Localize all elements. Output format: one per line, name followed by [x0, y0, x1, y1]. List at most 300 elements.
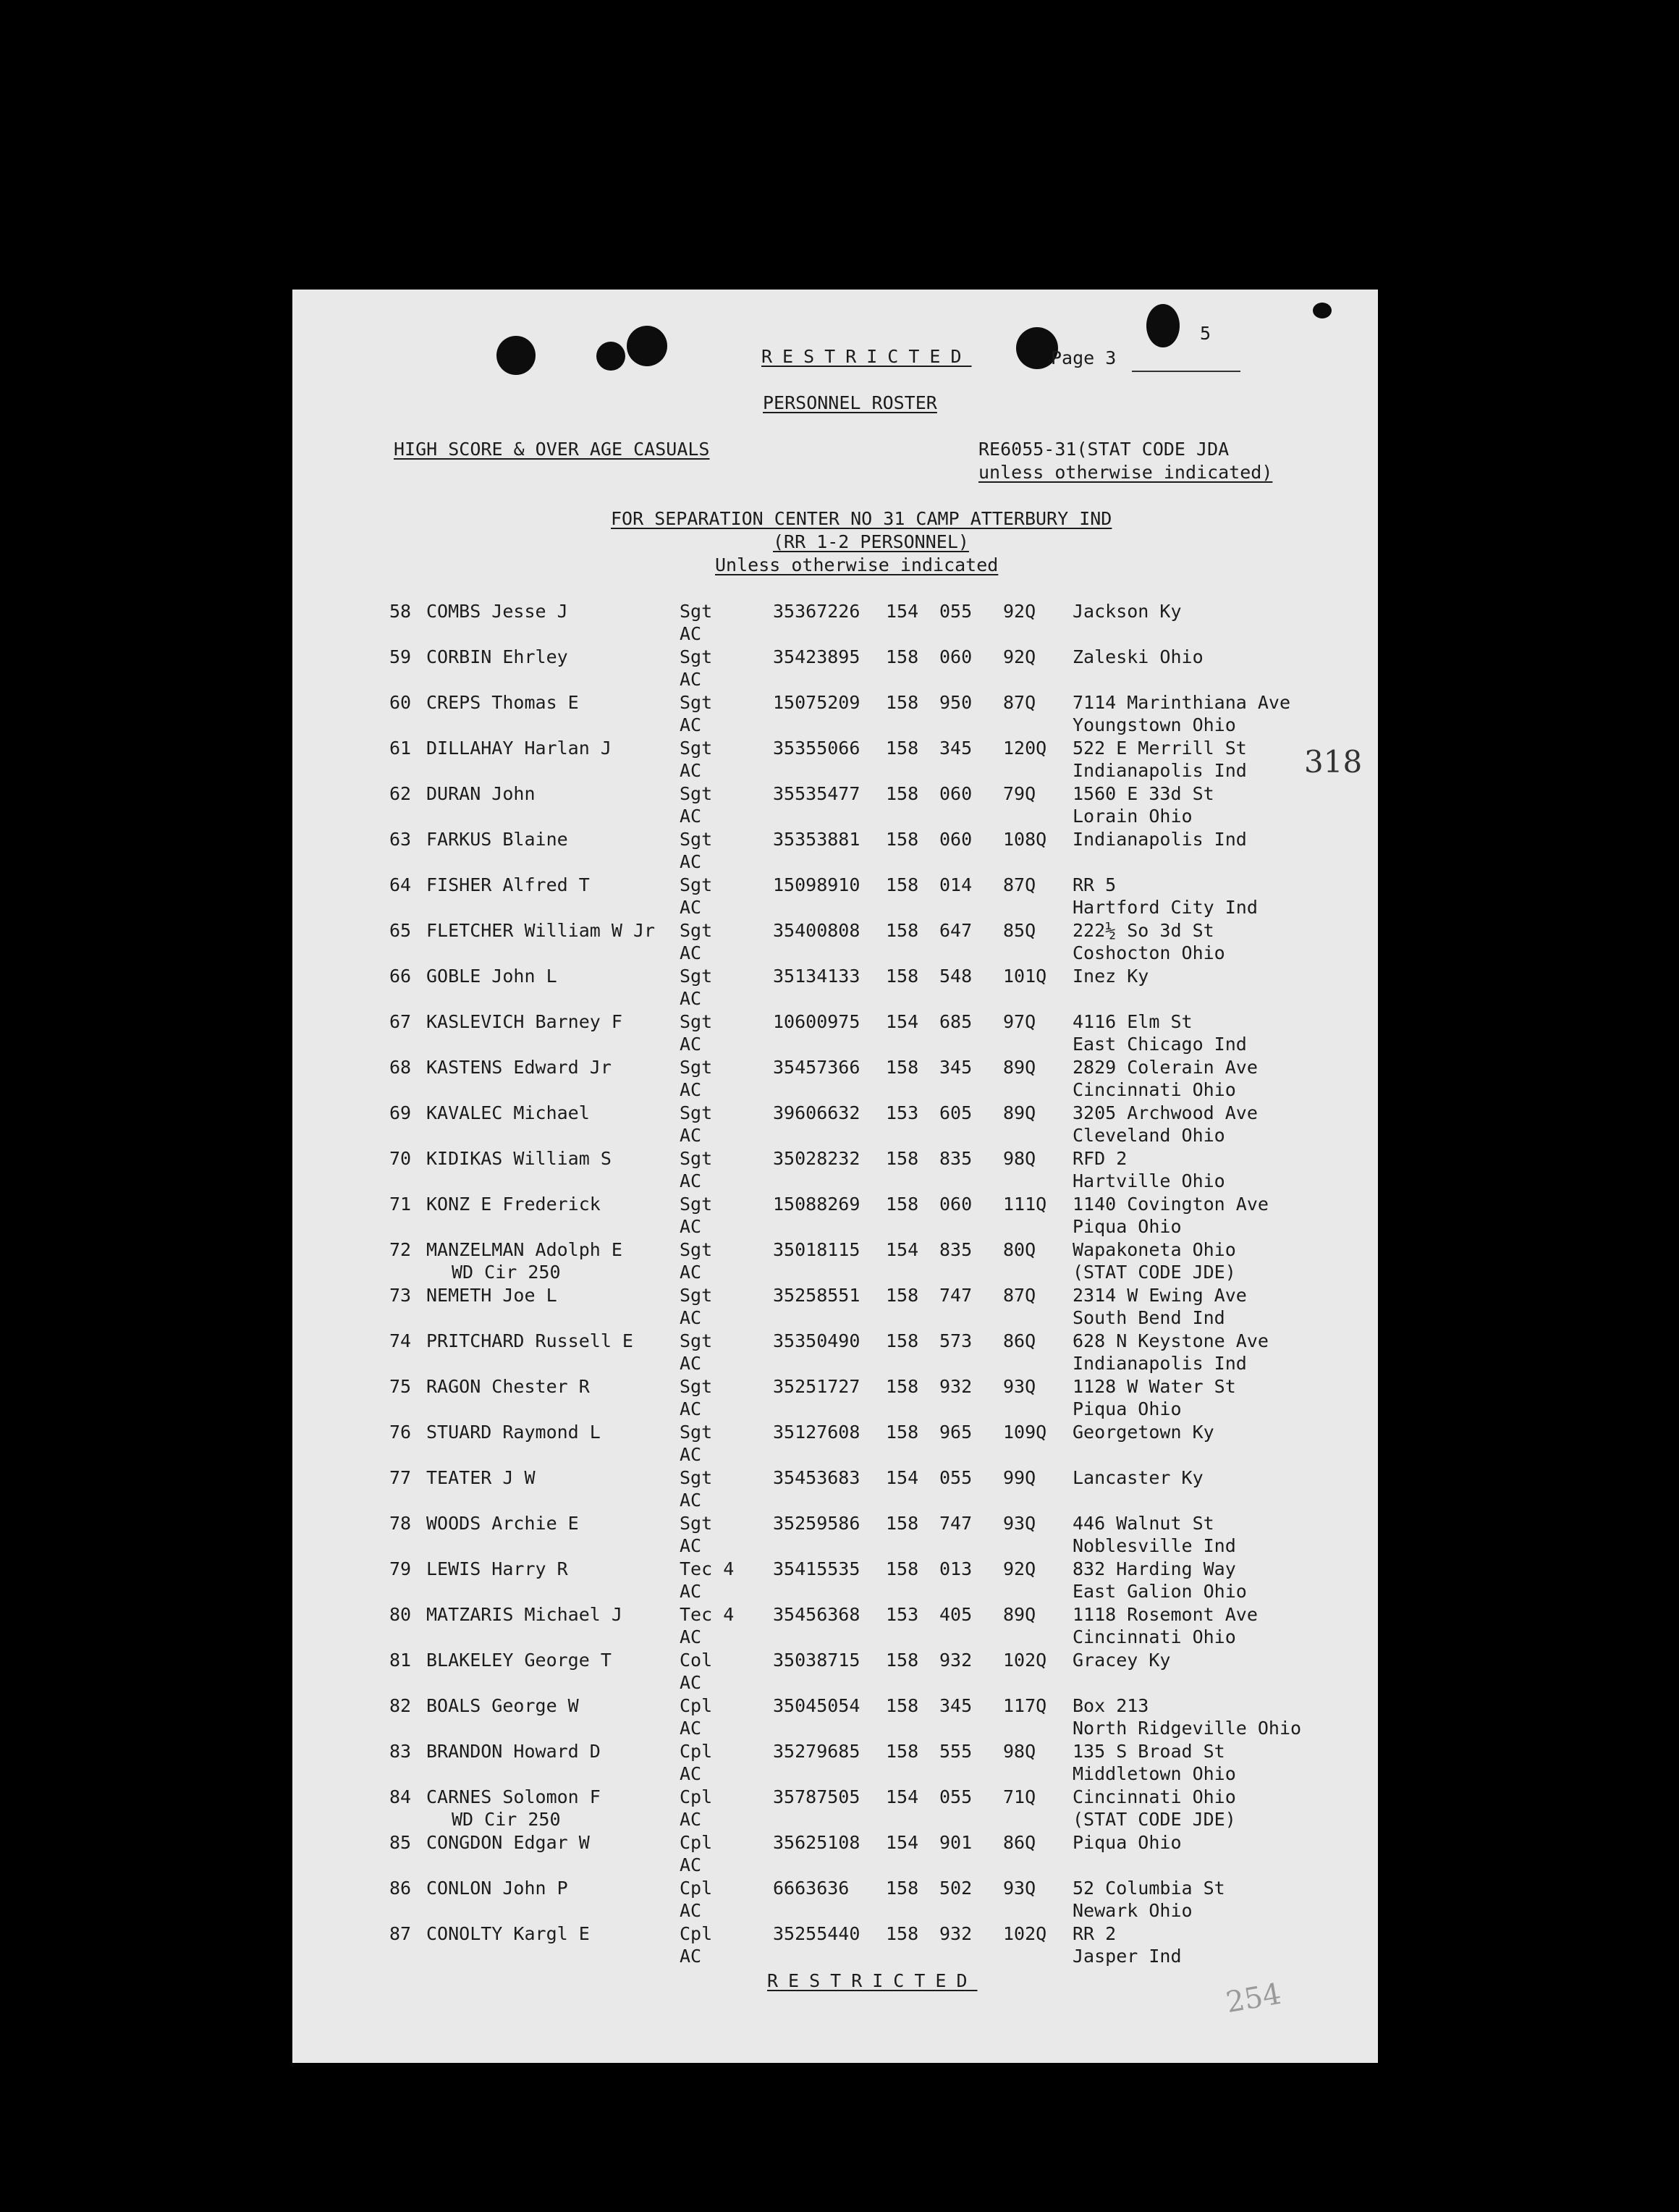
branch: AC	[680, 623, 702, 644]
table-row	[292, 1148, 1378, 1194]
row-number: 77	[389, 1467, 412, 1488]
table-row	[292, 966, 1378, 1011]
grade: Sgt	[680, 829, 713, 850]
table-row	[292, 1194, 1378, 1239]
serial-number: 6663636	[773, 1878, 850, 1899]
code-2: 555	[939, 1741, 973, 1762]
row-number: 62	[389, 783, 412, 804]
code-1: 158	[886, 783, 919, 804]
code-1: 158	[886, 1695, 919, 1716]
soldier-name: CONOLTY Kargl E	[426, 1923, 590, 1944]
address-line2: Cleveland Ohio	[1073, 1125, 1225, 1146]
code-1: 158	[886, 874, 919, 895]
serial-number: 35355066	[773, 738, 860, 759]
branch: AC	[680, 1307, 702, 1328]
address-line1: 1128 W Water St	[1073, 1376, 1236, 1397]
serial-number: 35787505	[773, 1786, 860, 1807]
serial-number: 35535477	[773, 783, 860, 804]
serial-number: 35038715	[773, 1650, 860, 1671]
grade: Sgt	[680, 1102, 713, 1123]
row-number: 81	[389, 1650, 412, 1671]
serial-number: 39606632	[773, 1102, 860, 1123]
code-1: 153	[886, 1604, 919, 1625]
address-line1: 135 S Broad St	[1073, 1741, 1225, 1762]
soldier-name: WOODS Archie E	[426, 1513, 579, 1534]
code-1: 158	[886, 1057, 919, 1078]
code-1: 158	[886, 1923, 919, 1944]
address-line2: (STAT CODE JDE)	[1073, 1262, 1236, 1283]
serial-number: 35457366	[773, 1057, 860, 1078]
row-number: 84	[389, 1786, 412, 1807]
separation-center-line3: Unless otherwise indicated	[715, 554, 999, 575]
grade: Cpl	[680, 1878, 713, 1899]
table-row	[292, 738, 1378, 783]
soldier-name: KONZ E Frederick	[426, 1194, 601, 1215]
branch: AC	[680, 1854, 702, 1875]
branch: AC	[680, 1626, 702, 1647]
table-row	[292, 1057, 1378, 1102]
code-2: 345	[939, 1695, 973, 1716]
page-underline	[1132, 371, 1240, 372]
score: 111Q	[1003, 1194, 1047, 1215]
serial-number: 35258551	[773, 1285, 860, 1306]
table-row	[292, 1923, 1378, 1969]
serial-number: 35350490	[773, 1330, 860, 1351]
address-line2: East Galion Ohio	[1073, 1581, 1247, 1602]
address-line2: Lorain Ohio	[1073, 806, 1193, 827]
serial-number: 35367226	[773, 601, 860, 622]
branch: AC	[680, 669, 702, 690]
row-number: 78	[389, 1513, 412, 1534]
table-row	[292, 1741, 1378, 1786]
grade: Sgt	[680, 1330, 713, 1351]
score: 98Q	[1003, 1741, 1036, 1762]
score: 86Q	[1003, 1330, 1036, 1351]
code-2: 055	[939, 1467, 973, 1488]
serial-number: 35255440	[773, 1923, 860, 1944]
code-2: 685	[939, 1011, 973, 1032]
code-1: 158	[886, 646, 919, 667]
punch-hole-blot	[1146, 304, 1180, 347]
row-number: 64	[389, 874, 412, 895]
soldier-name: KASTENS Edward Jr	[426, 1057, 612, 1078]
grade: Sgt	[680, 874, 713, 895]
table-row	[292, 646, 1378, 692]
table-row	[292, 601, 1378, 646]
code-1: 158	[886, 1194, 919, 1215]
address-line1: 222½ So 3d St	[1073, 920, 1214, 941]
address-line1: 7114 Marinthiana Ave	[1073, 692, 1291, 713]
score: 80Q	[1003, 1239, 1036, 1260]
address-line2: Hartville Ohio	[1073, 1170, 1225, 1191]
soldier-name: COMBS Jesse J	[426, 601, 568, 622]
code-1: 158	[886, 1741, 919, 1762]
address-line2: Piqua Ohio	[1073, 1398, 1182, 1419]
table-row	[292, 692, 1378, 738]
row-number: 63	[389, 829, 412, 850]
grade: Sgt	[680, 1148, 713, 1169]
serial-number: 35251727	[773, 1376, 860, 1397]
grade: Sgt	[680, 1513, 713, 1534]
row-number: 73	[389, 1285, 412, 1306]
code-1: 154	[886, 1011, 919, 1032]
code-2: 965	[939, 1422, 973, 1443]
serial-number: 35018115	[773, 1239, 860, 1260]
address-line1: 3205 Archwood Ave	[1073, 1102, 1258, 1123]
punch-hole-blot	[627, 326, 667, 366]
score: 109Q	[1003, 1422, 1047, 1443]
grade: Cpl	[680, 1786, 713, 1807]
branch: AC	[680, 1672, 702, 1693]
score: 102Q	[1003, 1923, 1047, 1944]
grade: Tec 4	[680, 1604, 735, 1625]
grade: Sgt	[680, 692, 713, 713]
code-2: 060	[939, 646, 973, 667]
address-line2: Indianapolis Ind	[1073, 1353, 1247, 1374]
table-row	[292, 1285, 1378, 1330]
code-2: 345	[939, 1057, 973, 1078]
page-number-handwritten: 5	[1200, 323, 1211, 344]
address-line2: Indianapolis Ind	[1073, 760, 1247, 781]
grade: Sgt	[680, 966, 713, 987]
soldier-name: FISHER Alfred T	[426, 874, 590, 895]
score: 92Q	[1003, 1558, 1036, 1579]
soldier-name: CONGDON Edgar W	[426, 1832, 590, 1853]
address-line1: 2314 W Ewing Ave	[1073, 1285, 1247, 1306]
soldier-name: KIDIKAS William S	[426, 1148, 612, 1169]
grade: Cpl	[680, 1741, 713, 1762]
code-2: 932	[939, 1923, 973, 1944]
branch: AC	[680, 760, 702, 781]
restricted-footer: RESTRICTED	[767, 1970, 978, 1991]
grade: Tec 4	[680, 1558, 735, 1579]
grade: Sgt	[680, 1239, 713, 1260]
handwritten-note: 254	[1223, 1977, 1284, 2020]
code-1: 154	[886, 1832, 919, 1853]
soldier-name: KASLEVICH Barney F	[426, 1011, 622, 1032]
table-row	[292, 1330, 1378, 1376]
row-number: 60	[389, 692, 412, 713]
soldier-name: MATZARIS Michael J	[426, 1604, 622, 1625]
score: 92Q	[1003, 646, 1036, 667]
table-row	[292, 1786, 1378, 1832]
soldier-name: MANZELMAN Adolph E	[426, 1239, 622, 1260]
soldier-name: CORBIN Ehrley	[426, 646, 568, 667]
serial-number: 35045054	[773, 1695, 860, 1716]
address-line1: 1560 E 33d St	[1073, 783, 1214, 804]
grade: Sgt	[680, 1376, 713, 1397]
address-line2: Newark Ohio	[1073, 1900, 1193, 1921]
soldier-name: CREPS Thomas E	[426, 692, 579, 713]
table-row	[292, 1422, 1378, 1467]
score: 117Q	[1003, 1695, 1047, 1716]
soldier-name: FARKUS Blaine	[426, 829, 568, 850]
address-line1: 628 N Keystone Ave	[1073, 1330, 1269, 1351]
soldier-name: BLAKELEY George T	[426, 1650, 612, 1671]
branch: AC	[680, 851, 702, 872]
soldier-name: CARNES Solomon F	[426, 1786, 601, 1807]
branch: AC	[680, 1763, 702, 1784]
code-1: 158	[886, 829, 919, 850]
soldier-name: FLETCHER William W Jr	[426, 920, 656, 941]
branch: AC	[680, 1216, 702, 1237]
code-1: 154	[886, 1786, 919, 1807]
left-title: HIGH SCORE & OVER AGE CASUALS	[394, 439, 710, 460]
code-1: 158	[886, 1330, 919, 1351]
row-number: 61	[389, 738, 412, 759]
serial-number: 35353881	[773, 829, 860, 850]
address-line1: Zaleski Ohio	[1073, 646, 1204, 667]
address-line1: Cincinnati Ohio	[1073, 1786, 1236, 1807]
address-line2: North Ridgeville Ohio	[1073, 1718, 1302, 1739]
code-1: 158	[886, 1650, 919, 1671]
code-2: 647	[939, 920, 973, 941]
code-2: 950	[939, 692, 973, 713]
branch: AC	[680, 1034, 702, 1055]
branch: AC	[680, 897, 702, 918]
code-1: 158	[886, 1422, 919, 1443]
code-2: 835	[939, 1239, 973, 1260]
stat-code-line1: RE6055-31(STAT CODE JDA	[978, 439, 1230, 460]
grade: Sgt	[680, 738, 713, 759]
score: 87Q	[1003, 692, 1036, 713]
table-row	[292, 1604, 1378, 1650]
row-number: 76	[389, 1422, 412, 1443]
address-line1: 4116 Elm St	[1073, 1011, 1193, 1032]
code-1: 154	[886, 1239, 919, 1260]
serial-number: 15088269	[773, 1194, 860, 1215]
branch: AC	[680, 1490, 702, 1511]
row-number: 71	[389, 1194, 412, 1215]
grade: Sgt	[680, 920, 713, 941]
row-number: 86	[389, 1878, 412, 1899]
code-1: 158	[886, 1376, 919, 1397]
serial-number: 35400808	[773, 920, 860, 941]
score: 89Q	[1003, 1102, 1036, 1123]
score: 120Q	[1003, 738, 1047, 759]
score: 93Q	[1003, 1878, 1036, 1899]
soldier-name: NEMETH Joe L	[426, 1285, 557, 1306]
code-2: 405	[939, 1604, 973, 1625]
grade: Cpl	[680, 1923, 713, 1944]
score: 93Q	[1003, 1376, 1036, 1397]
serial-number: 35456368	[773, 1604, 860, 1625]
soldier-name: KAVALEC Michael	[426, 1102, 590, 1123]
table-row	[292, 1376, 1378, 1422]
code-2: 932	[939, 1650, 973, 1671]
address-line1: Wapakoneta Ohio	[1073, 1239, 1236, 1260]
branch: AC	[680, 942, 702, 963]
table-row	[292, 1467, 1378, 1513]
grade: Sgt	[680, 646, 713, 667]
grade: Sgt	[680, 1422, 713, 1443]
branch: AC	[680, 1398, 702, 1419]
grade: Sgt	[680, 1467, 713, 1488]
branch: AC	[680, 1581, 702, 1602]
address-line1: RR 2	[1073, 1923, 1117, 1944]
serial-number: 15075209	[773, 692, 860, 713]
soldier-name: DILLAHAY Harlan J	[426, 738, 612, 759]
address-line1: 1118 Rosemont Ave	[1073, 1604, 1258, 1625]
soldier-name: CONLON John P	[426, 1878, 568, 1899]
soldier-name: STUARD Raymond L	[426, 1422, 601, 1443]
score: 97Q	[1003, 1011, 1036, 1032]
soldier-name: RAGON Chester R	[426, 1376, 590, 1397]
branch: AC	[680, 806, 702, 827]
row-number: 74	[389, 1330, 412, 1351]
code-2: 901	[939, 1832, 973, 1853]
table-row	[292, 1650, 1378, 1695]
serial-number: 35028232	[773, 1148, 860, 1169]
serial-number: 35625108	[773, 1832, 860, 1853]
branch: AC	[680, 1444, 702, 1465]
address-line1: 1140 Covington Ave	[1073, 1194, 1269, 1215]
table-row	[292, 1239, 1378, 1285]
table-row	[292, 1102, 1378, 1148]
serial-number: 35127608	[773, 1422, 860, 1443]
row-number: 67	[389, 1011, 412, 1032]
table-row	[292, 920, 1378, 966]
code-1: 158	[886, 1878, 919, 1899]
row-number: 65	[389, 920, 412, 941]
branch: AC	[680, 1718, 702, 1739]
branch: AC	[680, 1170, 702, 1191]
code-2: 060	[939, 783, 973, 804]
address-line1: Inez Ky	[1073, 966, 1149, 987]
row-number: 68	[389, 1057, 412, 1078]
restricted-header: RESTRICTED	[761, 346, 972, 367]
soldier-name: TEATER J W	[426, 1467, 536, 1488]
branch: AC	[680, 1262, 702, 1283]
code-2: 932	[939, 1376, 973, 1397]
code-2: 060	[939, 1194, 973, 1215]
branch: AC	[680, 1535, 702, 1556]
row-number: 82	[389, 1695, 412, 1716]
document-page	[292, 290, 1378, 2063]
address-line1: 522 E Merrill St	[1073, 738, 1247, 759]
table-row	[292, 1558, 1378, 1604]
address-line1: 52 Columbia St	[1073, 1878, 1225, 1899]
row-number: 85	[389, 1832, 412, 1853]
address-line2: (STAT CODE JDE)	[1073, 1809, 1236, 1830]
address-line1: 446 Walnut St	[1073, 1513, 1214, 1534]
address-line1: Jackson Ky	[1073, 601, 1182, 622]
stamp-number: 318	[1304, 744, 1363, 780]
grade: Cpl	[680, 1695, 713, 1716]
grade: Sgt	[680, 601, 713, 622]
page-label: Page 3	[1051, 347, 1117, 368]
code-1: 153	[886, 1102, 919, 1123]
code-1: 154	[886, 1467, 919, 1488]
branch: AC	[680, 1125, 702, 1146]
punch-hole-blot	[596, 342, 625, 371]
score: 86Q	[1003, 1832, 1036, 1853]
score: 71Q	[1003, 1786, 1036, 1807]
address-line1: 2829 Colerain Ave	[1073, 1057, 1258, 1078]
stat-code-line2: unless otherwise indicated)	[978, 462, 1273, 483]
score: 89Q	[1003, 1604, 1036, 1625]
code-2: 605	[939, 1102, 973, 1123]
grade: Col	[680, 1650, 713, 1671]
serial-number: 35423895	[773, 646, 860, 667]
grade: Sgt	[680, 1194, 713, 1215]
table-row	[292, 1878, 1378, 1923]
serial-number: 10600975	[773, 1011, 860, 1032]
score: 101Q	[1003, 966, 1047, 987]
code-2: 747	[939, 1285, 973, 1306]
soldier-name: PRITCHARD Russell E	[426, 1330, 633, 1351]
address-line1: Box 213	[1073, 1695, 1149, 1716]
serial-number: 15098910	[773, 874, 860, 895]
branch: AC	[680, 1900, 702, 1921]
address-line2: Cincinnati Ohio	[1073, 1079, 1236, 1100]
row-number: 79	[389, 1558, 412, 1579]
score: 87Q	[1003, 874, 1036, 895]
serial-number: 35134133	[773, 966, 860, 987]
serial-number: 35279685	[773, 1741, 860, 1762]
address-line1: Indianapolis Ind	[1073, 829, 1247, 850]
address-line2: Coshocton Ohio	[1073, 942, 1225, 963]
row-number: 58	[389, 601, 412, 622]
address-line2: Hartford City Ind	[1073, 897, 1258, 918]
name-note: WD Cir 250	[452, 1262, 561, 1283]
address-line2: Piqua Ohio	[1073, 1216, 1182, 1237]
table-row	[292, 1011, 1378, 1057]
score: 87Q	[1003, 1285, 1036, 1306]
address-line2: Cincinnati Ohio	[1073, 1626, 1236, 1647]
name-note: WD Cir 250	[452, 1809, 561, 1830]
row-number: 87	[389, 1923, 412, 1944]
table-row	[292, 874, 1378, 920]
address-line1: RFD 2	[1073, 1148, 1128, 1169]
code-2: 747	[939, 1513, 973, 1534]
code-1: 158	[886, 1285, 919, 1306]
code-2: 835	[939, 1148, 973, 1169]
score: 89Q	[1003, 1057, 1036, 1078]
code-1: 158	[886, 1513, 919, 1534]
row-number: 80	[389, 1604, 412, 1625]
code-2: 548	[939, 966, 973, 987]
serial-number: 35259586	[773, 1513, 860, 1534]
branch: AC	[680, 988, 702, 1009]
roster-title: PERSONNEL ROSTER	[763, 392, 937, 413]
address-line1: 832 Harding Way	[1073, 1558, 1236, 1579]
address-line2: Middletown Ohio	[1073, 1763, 1236, 1784]
grade: Sgt	[680, 783, 713, 804]
row-number: 75	[389, 1376, 412, 1397]
row-number: 72	[389, 1239, 412, 1260]
row-number: 66	[389, 966, 412, 987]
address-line1: Georgetown Ky	[1073, 1422, 1214, 1443]
code-2: 014	[939, 874, 973, 895]
code-2: 502	[939, 1878, 973, 1899]
address-line1: Gracey Ky	[1073, 1650, 1171, 1671]
score: 98Q	[1003, 1148, 1036, 1169]
separation-center-line2: (RR 1-2 PERSONNEL)	[773, 531, 969, 552]
code-2: 060	[939, 829, 973, 850]
score: 99Q	[1003, 1467, 1036, 1488]
address-line1: Lancaster Ky	[1073, 1467, 1204, 1488]
code-1: 158	[886, 738, 919, 759]
row-number: 83	[389, 1741, 412, 1762]
address-line2: East Chicago Ind	[1073, 1034, 1247, 1055]
punch-hole-blot	[496, 336, 536, 375]
score: 92Q	[1003, 601, 1036, 622]
row-number: 59	[389, 646, 412, 667]
address-line1: Piqua Ohio	[1073, 1832, 1182, 1853]
code-2: 055	[939, 601, 973, 622]
separation-center-line1: FOR SEPARATION CENTER NO 31 CAMP ATTERBURY IND	[611, 508, 1112, 529]
